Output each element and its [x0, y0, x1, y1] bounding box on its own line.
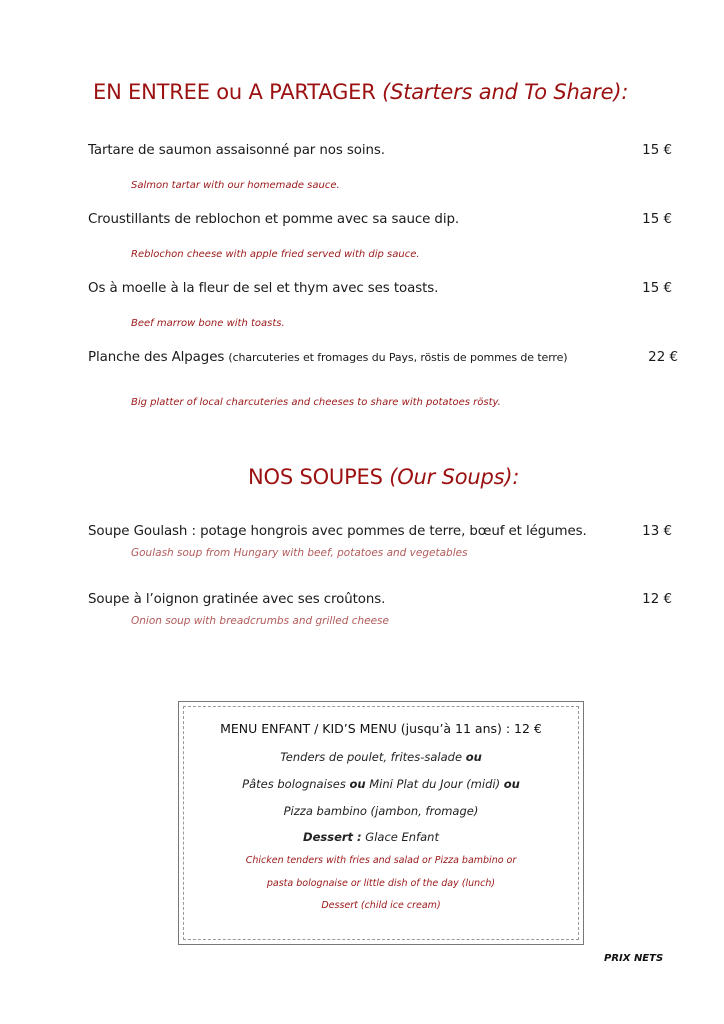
dish-price-3: 15 € [642, 281, 672, 296]
soup-en-1: Goulash soup from Hungary with beef, potatoes and vegetables [131, 547, 468, 559]
starters-title-fr: EN ENTREE ou A PARTAGER [93, 80, 376, 104]
soup-price-1: 13 € [642, 524, 672, 539]
dish-en-1: Salmon tartar with our homemade sauce. [131, 180, 340, 191]
kids-dessert-value: Glace Enfant [365, 830, 439, 844]
dish-price-4: 22 € [648, 350, 678, 365]
kids-or-2: ou [349, 777, 366, 791]
dish-en-3: Beef marrow bone with toasts. [131, 318, 285, 329]
kids-menu-box [178, 701, 584, 945]
kids-or-3: ou [503, 777, 520, 791]
kids-en-1: Chicken tenders with fries and salad or Pizza bambino or [245, 855, 517, 866]
soups-title-en: (Our Soups): [389, 465, 520, 489]
soup-detail-1: potage hongrois avec pommes de terre, bœuf et légumes. [200, 524, 587, 539]
soups-title-fr: NOS SOUPES [248, 465, 383, 489]
soups-title [248, 465, 519, 489]
dish-en-2: Reblochon cheese with apple fried served with dip sauce. [131, 249, 420, 260]
kids-en-3: Dessert (child ice cream) [321, 900, 441, 911]
dish-price-1: 15 € [642, 143, 672, 158]
dish-en-4: Big platter of local charcuteries and cheeses to share with potatoes rösty. [131, 397, 501, 408]
starters-title-en: (Starters and To Share): [382, 80, 629, 104]
kids-en-2: pasta bolognaise or little dish of the day (lunch) [266, 878, 496, 889]
dish-name-2: Croustillants de reblochon et pomme avec sa sauce dip. [88, 212, 459, 227]
kids-menu-heading: MENU ENFANT / KID’S MENU (jusqu’à 11 ans) : 12 € [220, 721, 542, 736]
kids-dessert [159, 830, 583, 844]
soup-price-2: 12 € [642, 592, 672, 607]
dish-detail-4: (charcuteries et fromages du Pays, röstis de pommes de terre) [228, 351, 568, 364]
kids-line-1-text: Tenders de poulet, frites-salade [280, 750, 463, 764]
kids-line-2a: Pâtes bolognaises [242, 777, 346, 791]
soup-name-2: Soupe à l’oignon gratinée avec ses croûtons. [88, 592, 386, 607]
kids-or-1: ou [465, 750, 482, 764]
prix-nets-note: PRIX NETS [604, 953, 664, 964]
dish-price-2: 15 € [642, 212, 672, 227]
dish-name-1: Tartare de saumon assaisonné par nos soins. [88, 143, 385, 158]
kids-line-2 [179, 777, 583, 791]
dish-name-4-main: Planche des Alpages [88, 350, 225, 365]
dish-name-4 [88, 350, 567, 365]
dish-name-3: Os à moelle à la fleur de sel et thym avec ses toasts. [88, 281, 439, 296]
kids-line-3: Pizza bambino (jambon, fromage) [283, 804, 479, 818]
soup-name-1-main: Soupe Goulash : [88, 524, 196, 539]
kids-line-1 [179, 750, 583, 764]
kids-line-2b: Mini Plat du Jour (midi) [369, 777, 501, 791]
kids-dessert-label: Dessert : [303, 830, 362, 844]
soup-en-2: Onion soup with breadcrumbs and grilled cheese [131, 615, 389, 627]
soup-name-1 [88, 524, 587, 539]
starters-title [93, 80, 628, 104]
